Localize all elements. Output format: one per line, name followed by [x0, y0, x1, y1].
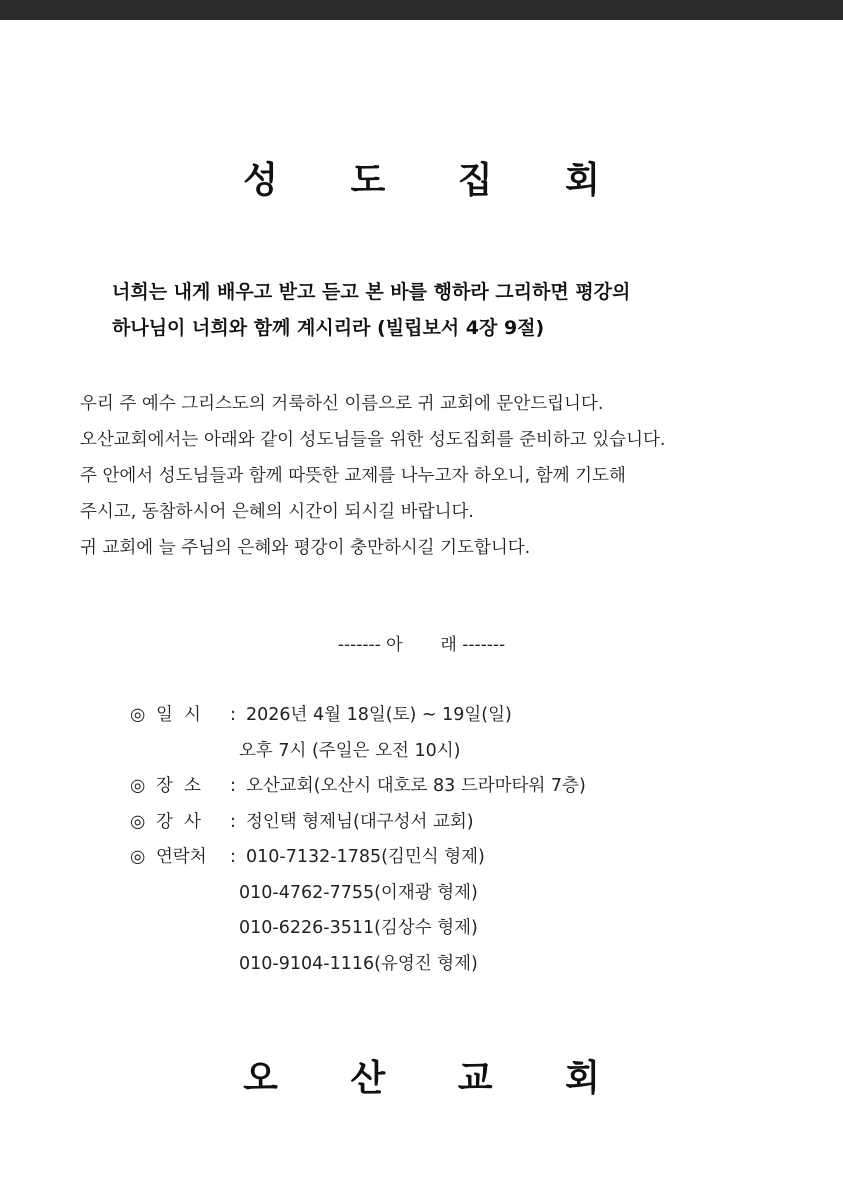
verse-line: 너희는 내게 배우고 받고 듣고 본 바를 행하라 그리하면 평강의 [112, 281, 631, 303]
detail-speaker [130, 805, 770, 841]
church-name-footer: 오 산 교 회 [243, 1058, 630, 1099]
verse-line: 하나님이 너희와 함께 계시리라 (빌립보서 4장 9절) [112, 317, 545, 339]
body-line: 오산교회에서는 아래와 같이 성도님들을 위한 성도집회를 준비하고 있습니다. [80, 430, 666, 450]
contact-entry: 010-9104-1116(유영진 형제) [239, 953, 478, 974]
body-line: 우리 주 예수 그리스도의 거룩하신 이름으로 귀 교회에 문안드립니다. [80, 394, 604, 414]
contact-entry: 010-6226-3511(김상수 형제) [239, 918, 478, 938]
detail-label: 강 사 [156, 811, 201, 832]
bullet-mark: ◎ [130, 776, 146, 796]
detail-colon: : [230, 811, 236, 832]
top-bar [0, 0, 843, 20]
section-divider: ------- 아 래 ------- [337, 635, 506, 655]
detail-label: 연락처 [156, 847, 207, 867]
detail-label: 일 시 [156, 705, 201, 725]
event-details [130, 698, 770, 982]
detail-date [130, 698, 770, 734]
detail-value: 2026년 4월 18일(토) ~ 19일(일) [246, 705, 512, 725]
detail-contact [130, 840, 770, 876]
document-title: 성 도 집 회 [243, 160, 630, 201]
detail-colon: : [230, 847, 236, 867]
bullet-mark: ◎ [130, 847, 146, 867]
contact-entry: 010-7132-1785(김민식 형제) [246, 847, 485, 867]
detail-colon: : [230, 705, 236, 725]
contact-entry: 010-4762-7755(이재광 형제) [239, 882, 478, 903]
document-page [0, 20, 843, 1200]
greeting-paragraph [80, 386, 780, 566]
detail-colon: : [230, 776, 236, 796]
detail-value: 오산교회(오산시 대호로 83 드라마타워 7층) [246, 776, 586, 796]
detail-time: 오후 7시 (주일은 오전 10시) [239, 740, 461, 761]
body-line: 주 안에서 성도님들과 함께 따뜻한 교제를 나누고자 하오니, 함께 기도해 [80, 466, 626, 486]
body-line: 귀 교회에 늘 주님의 은혜와 평강이 충만하시길 기도합니다. [80, 538, 531, 558]
scripture-verse [112, 274, 792, 346]
bullet-mark: ◎ [130, 811, 146, 832]
body-line: 주시고, 동참하시어 은혜의 시간이 되시길 바랍니다. [80, 502, 474, 522]
detail-place [130, 769, 770, 805]
bullet-mark: ◎ [130, 705, 146, 725]
detail-value: 정인택 형제님(대구성서 교회) [246, 811, 474, 832]
detail-label: 장 소 [156, 776, 201, 796]
